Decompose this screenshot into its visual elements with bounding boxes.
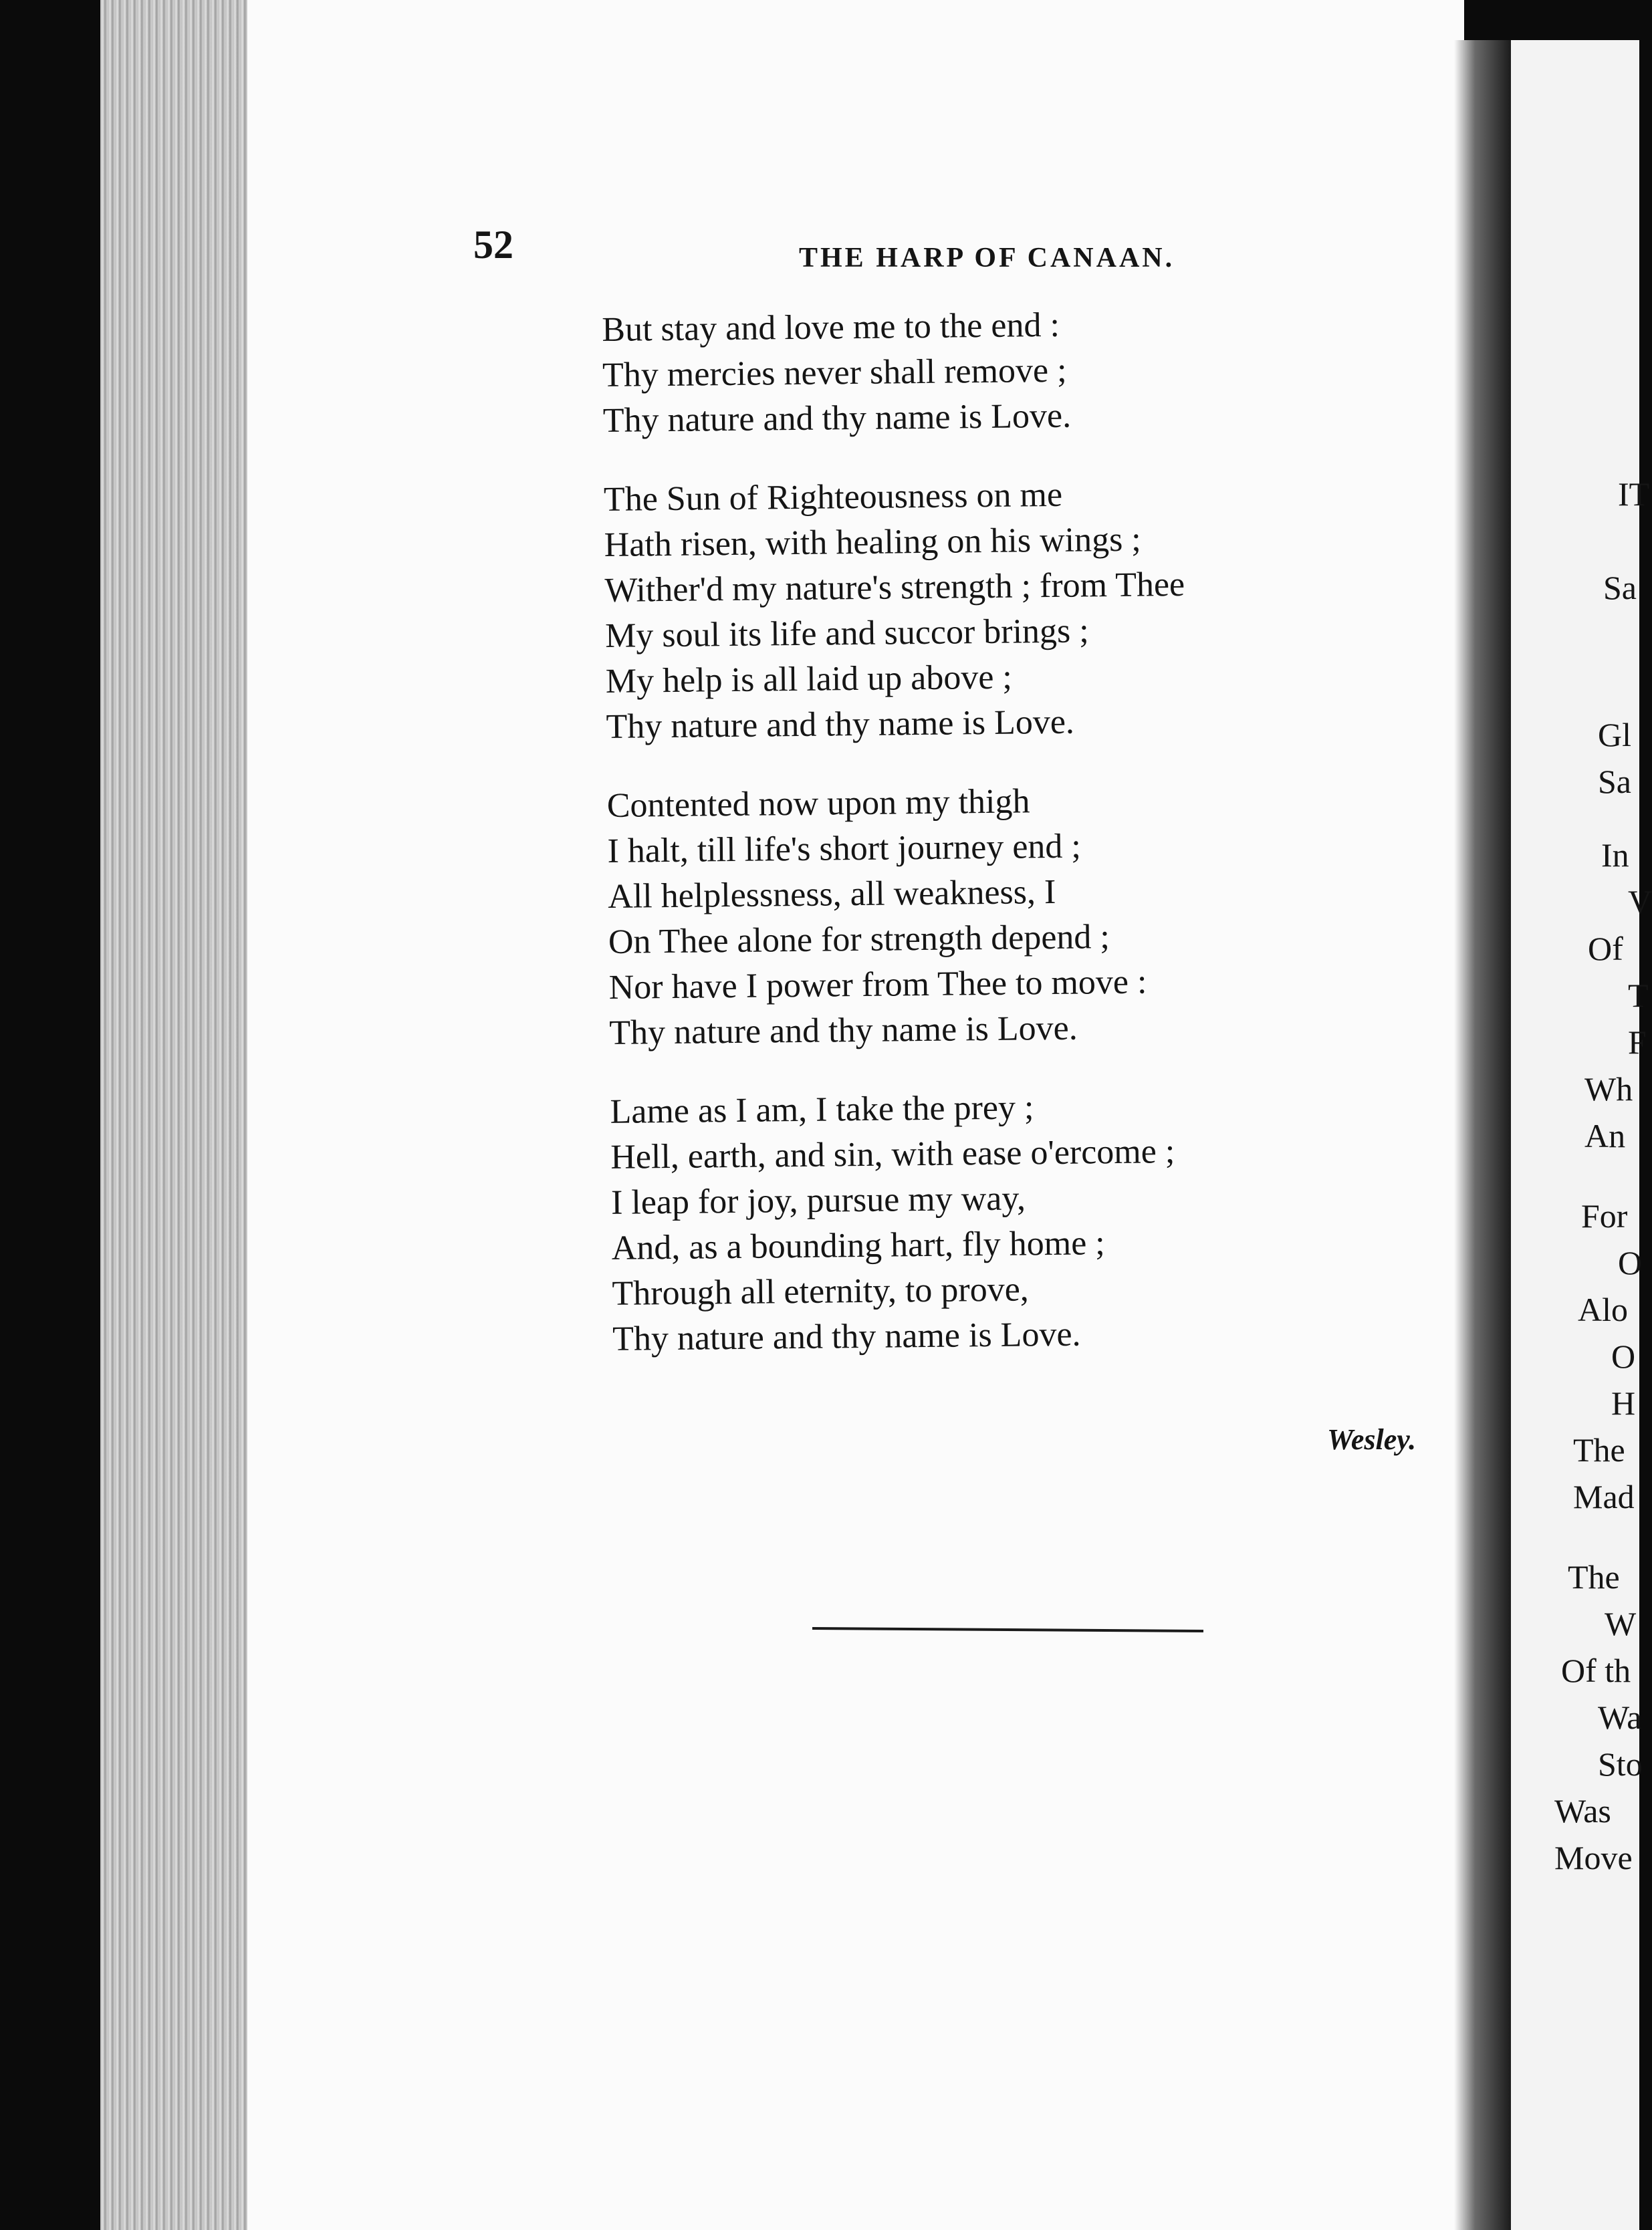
poem-line: My help is all laid up above ;: [605, 658, 1013, 701]
facing-page-fragment: O: [1611, 1338, 1636, 1375]
facing-page-fragment: Of th: [1561, 1652, 1631, 1689]
facing-page-fragment: IT: [1618, 475, 1650, 513]
facing-page-fragment: The: [1573, 1431, 1625, 1469]
poem-line: Hath risen, with healing on his wings ;: [604, 520, 1142, 564]
facing-page-fragment: Sa: [1603, 569, 1637, 606]
facing-page-fragment: Move: [1554, 1839, 1633, 1876]
stanza: [610, 1081, 1455, 1362]
facing-page-fragment: Wh: [1584, 1070, 1633, 1108]
facing-page-fragment: In: [1601, 836, 1629, 874]
poem-line: Nor have I power from Thee to move :: [608, 963, 1147, 1007]
facing-page-fragment: An: [1584, 1117, 1626, 1154]
poem-line: I halt, till life's short journey end ;: [607, 827, 1082, 870]
poem-line: Thy nature and thy name is Love.: [602, 396, 1072, 440]
poem-line: Lame as I am, I take the prey ;: [610, 1088, 1034, 1131]
poem-line: On Thee alone for strength depend ;: [608, 918, 1110, 961]
facing-page-fragment: H: [1611, 1384, 1636, 1422]
facing-page-fragment: O: [1618, 1244, 1643, 1281]
poem-line: Thy nature and thy name is Love.: [612, 1315, 1081, 1358]
page-number: 52: [473, 223, 513, 267]
facing-page-fragment: The: [1568, 1558, 1620, 1596]
facing-page-fragment: F: [1628, 1023, 1647, 1061]
poem-line: Thy nature and thy name is Love.: [606, 703, 1075, 746]
running-title: THE HARP OF CANAAN.: [799, 243, 1175, 273]
poem-line: Wither'd my nature's strength ; from Thee: [604, 565, 1185, 610]
facing-page: [1511, 40, 1652, 2230]
poem-line: I leap for joy, pursue my way,: [610, 1179, 1026, 1222]
facing-page-fragment: Alo: [1578, 1291, 1628, 1328]
stanza: [604, 469, 1449, 750]
poem-line: Through all eternity, to prove,: [612, 1270, 1030, 1313]
book-page-edges: [100, 0, 261, 2230]
poem-line: All helplessness, all weakness, I: [607, 872, 1056, 916]
poem-line: Contented now upon my thigh: [606, 782, 1030, 825]
facing-page-fragment: W: [1605, 1605, 1637, 1642]
facing-page-fragment: Sa: [1598, 763, 1631, 800]
facing-page-fragment: Mad: [1573, 1478, 1635, 1515]
facing-page-fragment: Sto: [1598, 1745, 1643, 1783]
book-gutter-shadow: [1454, 40, 1514, 2230]
author-attribution: Wesley.: [1327, 1423, 1417, 1456]
poem-line: Hell, earth, and sin, with ease o'ercome ;: [610, 1132, 1175, 1176]
poem-line: But stay and love me to the end :: [602, 305, 1060, 349]
facing-page-fragment: T: [1628, 977, 1649, 1014]
poem: [602, 299, 1455, 1396]
stanza: [602, 299, 1445, 444]
facing-page-fragment: Wa: [1598, 1699, 1642, 1736]
facing-page-fragment: Of: [1588, 930, 1623, 967]
poem-line: Thy nature and thy name is Love.: [609, 1009, 1078, 1052]
facing-page-fragment: Gl: [1598, 716, 1631, 753]
poem-line: Thy mercies never shall remove ;: [602, 351, 1067, 394]
facing-page-fragment: Was: [1554, 1792, 1611, 1830]
poem-line: My soul its life and succor brings ;: [604, 612, 1089, 655]
stanza: [606, 775, 1451, 1056]
facing-page-fragment: For: [1581, 1197, 1628, 1235]
poem-line: And, as a bounding hart, fly home ;: [611, 1224, 1105, 1267]
poem-line: The Sun of Righteousness on me: [603, 475, 1063, 519]
facing-page-fragment: V: [1628, 883, 1652, 920]
